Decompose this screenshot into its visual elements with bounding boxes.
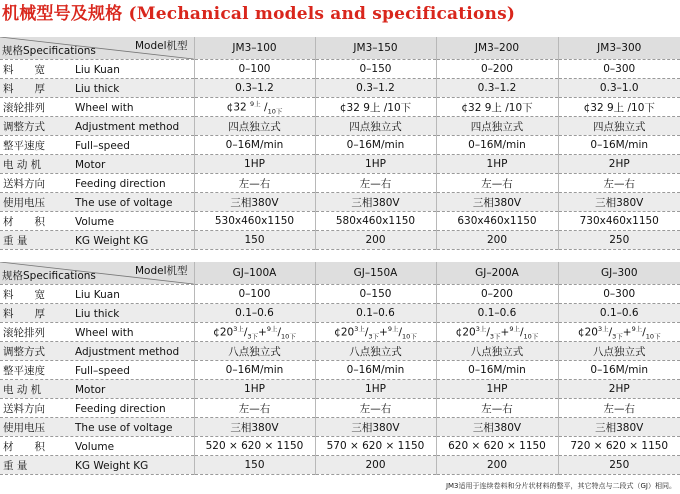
spec-value: 左—右 — [436, 399, 558, 418]
spec-value: 2HP — [558, 380, 680, 399]
spec-value: 720 × 620 × 1150 — [558, 437, 680, 456]
spec-value: 左—右 — [558, 174, 680, 193]
spec-value: 四点独立式 — [436, 117, 558, 136]
spec-value: 左—右 — [315, 174, 436, 193]
page-title: 机械型号及规格 (Mechanical models and specifications) — [2, 4, 516, 24]
row-label-cn: 调整方式 — [3, 120, 45, 133]
wheel-plus: + — [622, 326, 632, 339]
row-label-cn: 整平速度 — [3, 139, 45, 152]
spec-value — [436, 323, 558, 342]
model-label: Model机型 — [134, 40, 188, 52]
spec-value: 三相380V — [315, 418, 436, 437]
row-label — [0, 174, 194, 193]
spec-value: 150 — [194, 456, 315, 475]
row-label-cn: 电 动 机 — [3, 383, 42, 396]
wheel-sup-2: 9上 — [266, 324, 278, 333]
spec-value — [558, 98, 680, 117]
wheel-slash-2: / — [520, 326, 524, 339]
spec-value: 1HP — [315, 155, 436, 174]
spec-value: 200 — [436, 456, 558, 475]
table-header-row — [0, 262, 680, 285]
table-row — [0, 380, 680, 399]
header-corner-cell — [0, 37, 194, 60]
spec-value: 0.3–1.2 — [315, 79, 436, 98]
wheel-sub: 3下 — [247, 332, 259, 341]
wheel-plus: + — [500, 326, 510, 339]
row-label-cn: 料 宽 — [3, 63, 45, 76]
spec-table-gj — [0, 262, 680, 475]
spec-value — [194, 98, 315, 117]
table-row — [0, 342, 680, 361]
table-row — [0, 155, 680, 174]
model-label: Model机型 — [134, 265, 188, 277]
row-label-cn: 料 厚 — [3, 307, 45, 320]
row-label — [0, 399, 194, 418]
spec-value: 三相380V — [436, 418, 558, 437]
spec-value: 0–16M/min — [194, 361, 315, 380]
spec-value: 0.3–1.0 — [558, 79, 680, 98]
spec-value: 左—右 — [436, 174, 558, 193]
spec-value: 0–16M/min — [315, 361, 436, 380]
row-label — [0, 380, 194, 399]
spec-value: 520 × 620 × 1150 — [194, 437, 315, 456]
table-row — [0, 231, 680, 250]
row-label — [0, 60, 194, 79]
row-label-cn: 调整方式 — [3, 345, 45, 358]
row-label-cn: 整平速度 — [3, 364, 45, 377]
spec-value: 570 × 620 × 1150 — [315, 437, 436, 456]
wheel-sub: 10下 — [267, 107, 283, 116]
spec-value — [315, 98, 436, 117]
spec-value: 0–200 — [436, 285, 558, 304]
row-label-en: Full–speed — [75, 139, 130, 152]
wheel-sub-2: 10下 — [645, 332, 661, 341]
spec-value: 左—右 — [194, 399, 315, 418]
spec-value: 三相380V — [315, 193, 436, 212]
row-label — [0, 212, 194, 231]
spec-value: 0.1–0.6 — [315, 304, 436, 323]
spec-value: 580x460x1150 — [315, 212, 436, 231]
spec-value: 0–16M/min — [558, 361, 680, 380]
wheel-slash: / — [608, 326, 613, 339]
spec-label: 规格Specifications — [2, 45, 96, 57]
spec-value: 1HP — [436, 155, 558, 174]
spec-value: 1HP — [194, 155, 315, 174]
row-label-en: KG Weight KG — [75, 459, 149, 472]
spec-value: 530x460x1150 — [194, 212, 315, 231]
row-label-en: The use of voltage — [75, 421, 173, 434]
row-label — [0, 342, 194, 361]
row-label-en: Liu thick — [75, 82, 120, 95]
row-label-cn: 重 量 — [3, 459, 28, 472]
row-label — [0, 136, 194, 155]
wheel-slash: / — [364, 326, 369, 339]
spec-value: 左—右 — [315, 399, 436, 418]
spec-value: 620 × 620 × 1150 — [436, 437, 558, 456]
spec-value: 200 — [436, 231, 558, 250]
table-row — [0, 136, 680, 155]
spec-value: 0–150 — [315, 60, 436, 79]
spec-value: 0–16M/min — [194, 136, 315, 155]
spec-value — [436, 98, 558, 117]
spec-value: 四点独立式 — [558, 117, 680, 136]
wheel-main: ¢32 — [226, 101, 251, 114]
model-name: GJ–200A — [436, 262, 558, 285]
row-label — [0, 193, 194, 212]
row-label — [0, 117, 194, 136]
table-row — [0, 361, 680, 380]
row-label — [0, 98, 194, 117]
row-label — [0, 323, 194, 342]
wheel-sup: 3上 — [597, 324, 609, 333]
spec-value: 250 — [558, 231, 680, 250]
model-name: JM3–150 — [315, 37, 436, 60]
spec-value: 200 — [315, 231, 436, 250]
wheel-slash-2: / — [398, 326, 403, 339]
model-name: GJ–100A — [194, 262, 315, 285]
wheel-sub: 3下 — [368, 332, 380, 341]
row-label — [0, 418, 194, 437]
row-label-en: KG Weight KG — [75, 234, 149, 247]
spec-value: 0–100 — [194, 285, 315, 304]
table-row — [0, 399, 680, 418]
row-label — [0, 304, 194, 323]
table-row — [0, 60, 680, 79]
wheel-main: ¢20 — [455, 326, 476, 339]
model-name: JM3–300 — [558, 37, 680, 60]
wheel-main: ¢32 9上 /10下 — [339, 101, 412, 114]
spec-value: 0–150 — [315, 285, 436, 304]
row-label-cn: 电 动 机 — [3, 158, 42, 171]
spec-value: 0–16M/min — [315, 136, 436, 155]
spec-value: 左—右 — [194, 174, 315, 193]
footnote: JM3适用于连续卷料和分片状材料的整平，其它特点与二段式（GJ）相同。 — [445, 482, 676, 490]
spec-value: 0–16M/min — [558, 136, 680, 155]
row-label-cn: 料 宽 — [3, 288, 45, 301]
wheel-slash: / — [260, 101, 268, 114]
wheel-sup: 3上 — [233, 324, 244, 333]
spec-value: 八点独立式 — [436, 342, 558, 361]
row-label-en: Feeding direction — [75, 402, 166, 415]
model-name: JM3–100 — [194, 37, 315, 60]
spec-value: 三相380V — [558, 418, 680, 437]
spec-value: 0–300 — [558, 60, 680, 79]
wheel-sub-2: 10下 — [523, 332, 539, 341]
spec-value: 0–16M/min — [436, 136, 558, 155]
wheel-plus: + — [258, 326, 267, 339]
row-label-en: Wheel with — [75, 101, 134, 114]
row-label-cn: 送料方向 — [3, 402, 45, 415]
spec-value: 1HP — [194, 380, 315, 399]
row-label-cn: 重 量 — [3, 234, 28, 247]
row-label-en: Adjustment method — [75, 345, 180, 358]
table-row — [0, 418, 680, 437]
spec-value: 八点独立式 — [558, 342, 680, 361]
table-row — [0, 79, 680, 98]
row-label-en: The use of voltage — [75, 196, 173, 209]
row-label — [0, 79, 194, 98]
wheel-main: ¢20 — [577, 326, 598, 339]
wheel-main: ¢32 9上 /10下 — [461, 101, 533, 114]
spec-value — [315, 323, 436, 342]
table-header-row — [0, 37, 680, 60]
row-label-cn: 滚轮排列 — [3, 101, 45, 114]
wheel-sup-2: 9上 — [387, 324, 399, 333]
wheel-main: ¢20 — [213, 326, 234, 339]
row-label-en: Liu thick — [75, 307, 120, 320]
wheel-sup: 3上 — [475, 324, 487, 333]
spec-table-jm3 — [0, 37, 680, 250]
row-label — [0, 456, 194, 475]
table-row — [0, 323, 680, 342]
row-label-cn: 料 厚 — [3, 82, 45, 95]
spec-value: 四点独立式 — [315, 117, 436, 136]
spec-value: 三相380V — [194, 193, 315, 212]
spec-value — [558, 323, 680, 342]
table-row — [0, 174, 680, 193]
spec-value: 150 — [194, 231, 315, 250]
table-row — [0, 98, 680, 117]
wheel-slash-2: / — [277, 326, 282, 339]
row-label — [0, 155, 194, 174]
spec-value: 三相380V — [558, 193, 680, 212]
spec-value: 四点独立式 — [194, 117, 315, 136]
spec-value: 0–100 — [194, 60, 315, 79]
table-row — [0, 117, 680, 136]
spec-value: 0.3–1.2 — [436, 79, 558, 98]
row-label — [0, 437, 194, 456]
spec-value: 200 — [315, 456, 436, 475]
row-label-cn: 使用电压 — [3, 421, 45, 434]
row-label-en: Liu Kuan — [75, 63, 120, 76]
wheel-plus: + — [379, 326, 388, 339]
row-label-en: Volume — [75, 440, 115, 453]
row-label-en: Wheel with — [75, 326, 134, 339]
spec-value: 八点独立式 — [315, 342, 436, 361]
spec-value: 三相380V — [194, 418, 315, 437]
spec-value: 2HP — [558, 155, 680, 174]
row-label — [0, 231, 194, 250]
row-label-en: Motor — [75, 158, 106, 171]
wheel-sup: 3上 — [354, 324, 365, 333]
row-label-cn: 使用电压 — [3, 196, 45, 209]
spec-value: 250 — [558, 456, 680, 475]
spec-value — [194, 323, 315, 342]
row-label-en: Volume — [75, 215, 115, 228]
wheel-sup: 9上 — [250, 99, 261, 108]
model-name: JM3–200 — [436, 37, 558, 60]
wheel-sup-2: 9上 — [631, 324, 643, 333]
spec-value: 0.3–1.2 — [194, 79, 315, 98]
wheel-sub-2: 10下 — [402, 332, 417, 341]
row-label — [0, 285, 194, 304]
spec-value: 0.1–0.6 — [194, 304, 315, 323]
spec-value: 1HP — [436, 380, 558, 399]
spec-value: 三相380V — [436, 193, 558, 212]
row-label-cn: 滚轮排列 — [3, 326, 45, 339]
wheel-sub-2: 10下 — [281, 332, 296, 341]
model-name: GJ–150A — [315, 262, 436, 285]
spec-label: 规格Specifications — [2, 270, 96, 282]
wheel-sub: 3下 — [489, 332, 501, 341]
table-row — [0, 193, 680, 212]
table-row — [0, 285, 680, 304]
table-row — [0, 212, 680, 231]
row-label-cn: 送料方向 — [3, 177, 45, 190]
row-label — [0, 361, 194, 380]
row-label-en: Feeding direction — [75, 177, 166, 190]
row-label-en: Motor — [75, 383, 106, 396]
spec-value: 630x460x1150 — [436, 212, 558, 231]
wheel-slash: / — [486, 326, 490, 339]
spec-value: 730x460x1150 — [558, 212, 680, 231]
spec-value: 0.1–0.6 — [558, 304, 680, 323]
table-row — [0, 437, 680, 456]
spec-value: 0–200 — [436, 60, 558, 79]
table-row — [0, 304, 680, 323]
row-label-cn: 材 积 — [3, 440, 45, 453]
spec-value: 1HP — [315, 380, 436, 399]
wheel-main: ¢32 9上 /10下 — [583, 101, 655, 114]
wheel-slash-2: / — [642, 326, 646, 339]
row-label-en: Liu Kuan — [75, 288, 120, 301]
wheel-slash: / — [243, 326, 248, 339]
spec-value: 左—右 — [558, 399, 680, 418]
spec-value: 八点独立式 — [194, 342, 315, 361]
wheel-main: ¢20 — [334, 326, 355, 339]
table-row — [0, 456, 680, 475]
model-name: GJ–300 — [558, 262, 680, 285]
spec-value: 0–300 — [558, 285, 680, 304]
spec-value: 0–16M/min — [436, 361, 558, 380]
spec-value: 0.1–0.6 — [436, 304, 558, 323]
row-label-cn: 材 积 — [3, 215, 45, 228]
wheel-sup-2: 9上 — [509, 324, 520, 333]
wheel-sub: 3下 — [612, 332, 623, 341]
row-label-en: Adjustment method — [75, 120, 180, 133]
header-corner-cell — [0, 262, 194, 285]
row-label-en: Full–speed — [75, 364, 130, 377]
